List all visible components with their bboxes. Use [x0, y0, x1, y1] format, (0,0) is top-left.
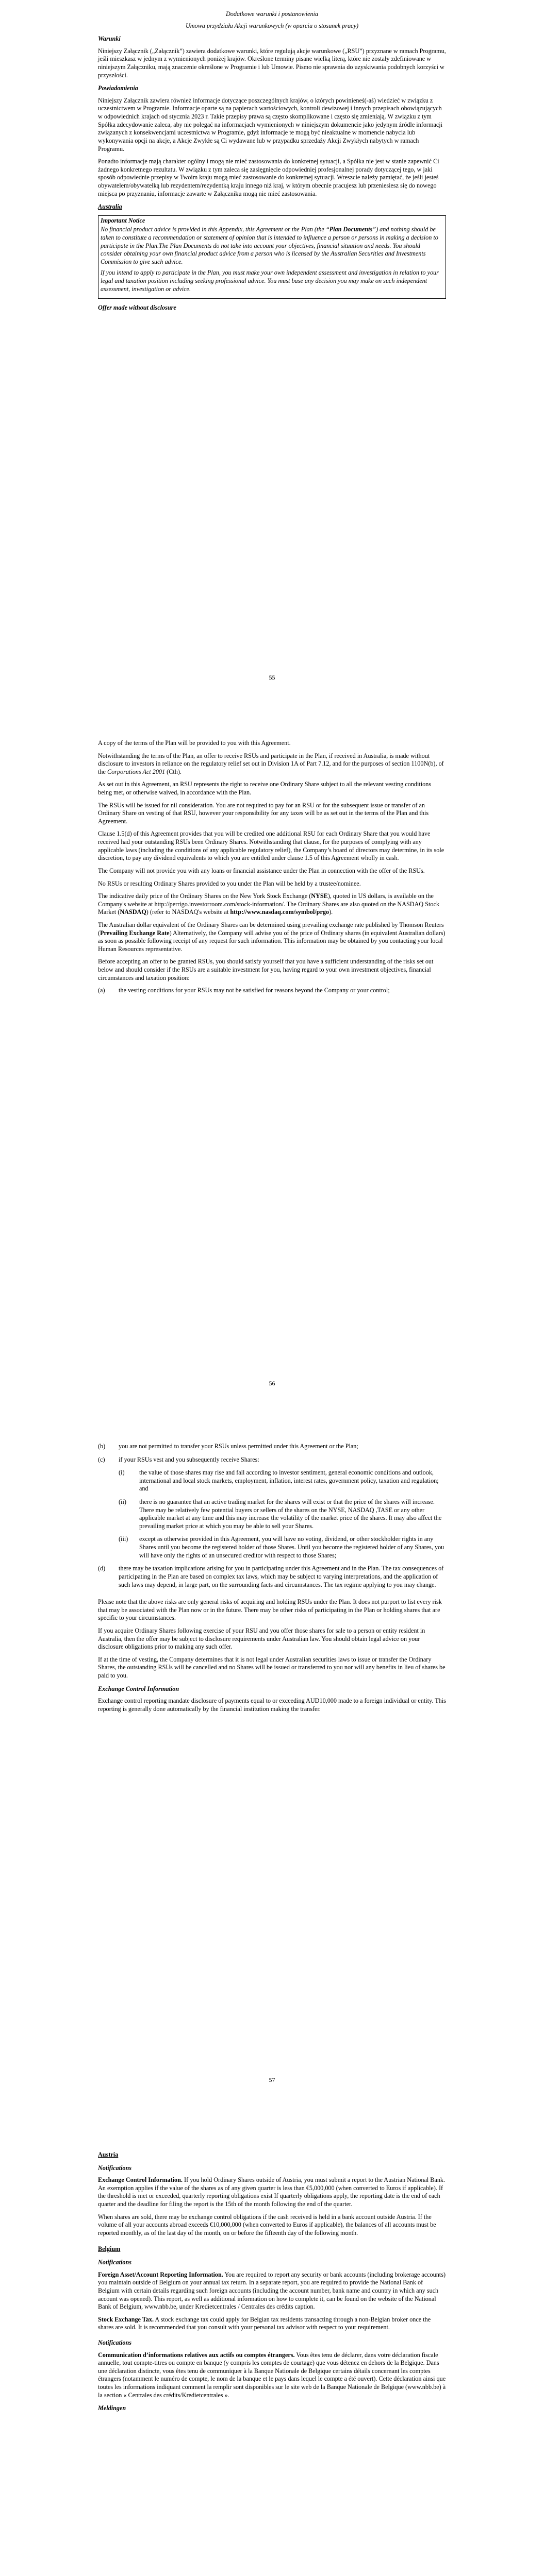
paragraph-exchange-rate: The Australian dollar equivalent of the Ordinary Shares can be determined using prevailing exchange rate published by Thomson Reuters (Prevailing Exchange Rate) Alternatively, the Company will advise you of the price of Ordinary shares (in equivalent Australian dollars) as soon as possible following receipt of any request for such information. This information may be obtained by you contacting your local Human Resources representative.	[98, 921, 446, 953]
paragraph-before-accepting: Before accepting an offer to be granted RSUs, you should satisfy yourself that you have a sufficient understanding of the risks set out below and should consider if the RSUs are a suitable investment for you, having regard to your own investment objectives, financial circumstances and taxation position:	[98, 958, 434, 981]
important-notice-title: Important Notice	[101, 216, 145, 224]
paragraph-offer-without-disclosure: Notwithstanding the terms of the Plan, an offer to receive RSUs and participate in the Plan, if received in Australia, is made without disclosure to investors in reliance on the regulatory relief set out in Division 1A of Part 7.12, and for the purposes of section 1100N(b), of the Corporations Act 2001 (Cth).	[98, 752, 444, 775]
exchange-control-paragraph: Exchange control reporting mandate disclosure of payments equal to or exceeding AUD10,000 made to a foreign individual or entity. This reporting is generally done automatically by the financial institution making the transfer.	[98, 1697, 446, 1713]
risk-item-a	[98, 987, 446, 995]
risk-subitem-i	[98, 1469, 446, 1493]
nasdaq-link[interactable]: http://www.nasdaq.com/symbol/prgo	[230, 908, 329, 916]
sublist-text: except as otherwise provided in this Agreement, you will have no voting, dividend, or other stockholder rights in any Shares until you become the registered holder of those Shares. Until you become the registered holder of any Shares, you will have only the rights of an unsecured creditor with respect to those Shares;	[139, 1535, 444, 1559]
austria-notifications-heading: Notifications	[98, 2164, 132, 2172]
page-number: 55	[269, 674, 275, 681]
exchange-control-heading: Exchange Control Information	[98, 1685, 179, 1692]
list-text: you are not permitted to transfer your RSUs unless permitted under this Agreement or the Plan;	[119, 1443, 358, 1450]
appendix-subtitle: Umowa przydziału Akcji warunkowych (w oparciu o stosunek pracy)	[185, 22, 359, 29]
paragraph-rsu-definition: As set out in this Agreement, an RSU represents the right to receive one Ordinary Share subject to all the relevant vesting conditions being met, or otherwise waived, in accordance with the Plan.	[98, 781, 432, 796]
list-label: (d)	[98, 1565, 106, 1572]
page-56	[0, 703, 544, 1406]
list-label: (a)	[98, 987, 105, 994]
page-number: 56	[269, 1380, 275, 1387]
page-58	[0, 2110, 544, 2576]
page-57	[0, 1406, 544, 2110]
risk-subitem-ii	[98, 1498, 446, 1530]
paragraph-cancellation: If at the time of vesting, the Company determines that it is not legal under Australian securities laws to issue or transfer the Ordinary Shares, the outstanding RSUs will be cancelled and no Shares will be issued or transferred to you nor will any benefits in lieu of shares be paid to you.	[98, 1655, 446, 1680]
sublist-label: (iii)	[119, 1535, 128, 1543]
austria-shares-sold: When shares are sold, there may be exchange control obligations if the cash received is held in a bank account outside Austria. If the volume of all your accounts abroad exceeds €10,000,000 (when converted to Euros if applicable), the balances of all accounts must be reported monthly, as of the last day of the month, on or before the fifteenth day of the following month.	[98, 2213, 436, 2236]
paragraph-general-risks: Please note that the above risks are only general risks of acquiring and holding RSUs under the Plan. It does not purport to list every risk that may be associated with the Plan now or in the future. There may be other risks of participating in the Plan or holding shares that are specific to your circumstances.	[98, 1598, 442, 1622]
sublist-label: (ii)	[119, 1498, 126, 1506]
risk-item-b	[98, 1443, 446, 1451]
list-text: there may be taxation implications arising for you in participating under this Agreement and in the Plan. The tax consequences of participating in the Plan are based on complex tax laws, which may be subject to varying interpretations, and the application of such laws may depend, in large part, on the surrounding facts and circumstances. The tax regime applying to you may change.	[119, 1565, 444, 1588]
austria-exchange-control: Exchange Control Information. If you hold Ordinary Shares outside of Austria, you must submit a report to the Austrian National Bank. An exemption applies if the value of the shares as of any given quarter is less than €5,000,000 (when converted to Euros if applicable). If the threshold is met or exceeded, quarterly reporting obligations exist If quarterly obligations apply, the reporting date is the end of each quarter and the deadline for filing the report is the 15th of the month following the end of the quarter.	[98, 2176, 446, 2208]
paragraph-dividend-equivalents: Clause 1.5(d) of this Agreement provides that you will be credited one additional RSU for each Ordinary Share that you would have received had your outstanding RSUs been Ordinary Shares. Notwithstanding that clause, for the purposes of complying with any applicable laws (including the conditions of any applicable regulatory relief), the Company’s board of directors may determine, in its sole discretion, to pay any dividend equivalents to which you are entitled under clause 1.5 of this Agreement wholly in cash.	[98, 830, 444, 862]
paragraph-no-trustee: No RSUs or resulting Ordinary Shares provided to you under the Plan will be held by a trustee/nominee.	[98, 879, 361, 887]
warunki-heading: Warunki	[98, 35, 121, 43]
paragraph-no-loans: The Company will not provide you with any loans or financial assistance under the Plan in connection with the offer of the RSUs.	[98, 867, 425, 874]
paragraph-indicative-price: The indicative daily price of the Ordinary Shares on the New York Stock Exchange (NYSE), quoted in US dollars, is available on the Company's website at http://perrigo.investorroom.com/stock-information/. The Ordinary Shares are also quoted on the NASDAQ Stock Market (NASDAQ) (refer to NASDAQ's website at http://www.nasdaq.com/symbol/prgo).	[98, 892, 440, 916]
belgium-heading: Belgium	[98, 2245, 121, 2253]
powiadomienia-heading: Powiadomienia	[98, 84, 138, 92]
paragraph-disclosure-requirements: If you acquire Ordinary Shares following exercise of your RSU and you offer those shares for sale to a person or entity resident in Australia, then the offer may be subject to disclosure requirements under Australian law. You should obtain legal advice on your disclosure obligations prior to making any such offer.	[98, 1626, 425, 1651]
sublist-text: the value of those shares may rise and fall according to investor sentiment, general economic conditions and outlook, international and local stock markets, employment, inflation, interest rates, government policy, taxation and regulation; and	[139, 1469, 439, 1493]
belgium-notifications-heading: Notifications	[98, 2259, 132, 2266]
belgium-communication-fr: Communication d’informations relatives aux actifs ou comptes étrangers. Vous êtes tenu de déclarer, dans votre déclaration fiscale annuelle, tout compte-titres ou compte en banque (y compris les comptes de courtage) que vous détenez en dehors de la Belgique. Dans une déclaration distincte, vous êtes tenu de communiquer à la Banque Nationale de Belgique certains détails concernant les comptes étrangers (notamment le numéro de compte, le nom de la banque et le pays dans lequel le compte a été ouvert). Cette déclaration ainsi que toutes les informations indiquant comment la remplir sont disponibles sur le site web de la Banque Nationale de Belgique (www.nbb.be) à la section « Centrales des crédits/Kredietcentrales ».	[98, 2351, 446, 2399]
belgium-notifications-fr-heading: Notifications	[98, 2338, 132, 2346]
risk-subitem-iii	[98, 1535, 446, 1560]
meldingen-heading: Meldingen	[98, 2404, 126, 2412]
list-text: if your RSUs vest and you subsequently receive Shares:	[119, 1455, 259, 1463]
australia-heading: Australia	[98, 203, 122, 211]
page-number: 57	[269, 2076, 275, 2083]
warunki-paragraph: Niniejszy Załącznik („Załącznik”) zawiera dodatkowe warunki, które regulują akcje warunkowe („RSU”) przyznane w ramach Programu, jeśli mieszkasz w jednym z wymienionych poniżej krajów. Określone terminy pisane wielką literą, które nie zostały zdefiniowane w niniejszym Załączniku, mają znaczenie określone w Programie i lub Umowie. Pismo nie sprawnia do uzyskiwania podobnych korzyści w przyszłości.	[98, 47, 446, 79]
list-text: the vesting conditions for your RSUs may not be satisfied for reasons beyond the Company or your control;	[119, 987, 390, 994]
appendix-title: Dodatkowe warunki i postanowienia	[225, 10, 319, 18]
list-label: (c)	[98, 1455, 105, 1463]
important-notice-box	[98, 215, 446, 299]
page-55	[0, 0, 544, 703]
sublist-text: there is no guarantee that an active trading market for the shares will exist or that the price of the shares will increase. There may be relatively few potential buyers or sellers of the shares on the NYSE, NASDAQ ,TASE or any other applicable market at any time and this may increase the volatility of the market price of the shares. It may also affect the prevailing market price at which you may be able to sell your Shares.	[139, 1498, 442, 1530]
belgium-stock-exchange-tax: Stock Exchange Tax. A stock exchange tax could apply for Belgian tax residents transacting through a non-Belgian broker once the shares are sold. It is recommended that you consult with your personal tax advisor with respect to your requirement.	[98, 2315, 431, 2331]
belgium-foreign-asset-reporting: Foreign Asset/Account Reporting Information. You are required to report any security or bank accounts (including brokerage accounts) you maintain outside of Belgium on your annual tax return. In a separate report, you are required to provide the National Bank of Belgium with certain details regarding such foreign accounts (including the account number, bank name and country in which any such account was opened). This report, as well as additional information on how to complete it, can be found on the website of the National Bank of Belgium, www.nbb.be, under Kredietcentrales / Centrales des crédits caption.	[98, 2270, 446, 2311]
important-notice-paragraph-2: If you intend to apply to participate in the Plan, you must make your own independent assessment and investigation in relation to your legal and taxation position including seeking professional advice. You must base any decision you may make on such independent assessment, investigation or advice.	[101, 269, 439, 293]
risk-item-d	[98, 1565, 446, 1589]
paragraph-copy-of-terms: A copy of the terms of the Plan will be provided to you with this Agreement.	[98, 739, 291, 747]
list-label: (b)	[98, 1443, 106, 1450]
important-notice-paragraph-1: No financial product advice is provided in this Appendix, this Agreement or the Plan (the “Plan Documents”) and nothing should be taken to constitute a recommendation or statement of opinion that is intended to influence a person or persons in making a decision to participate in the Plan.The Plan Documents do not take into account your objectives, financial situation and needs. You should consider obtaining your own financial product advice from a person who is licensed by the Australian Securities and Investments Commission to give such advice.	[101, 226, 438, 265]
offer-heading: Offer made without disclosure	[98, 304, 176, 312]
austria-heading: Austria	[98, 2151, 119, 2158]
powiadomienia-paragraph-2: Ponadto informacje mają charakter ogólny i mogą nie mieć zastosowania do konkretnej sytuacji, a Spółka nie jest w stanie zapewnić Ci żadnego konkretnego rezultatu. W związku z tym zaleca się zasięgnięcie odpowiedniej profesjonalnej porady dotyczącej tego, w jaki sposób odpowiednie przepisy w Twoim kraju mogą mieć zastosowanie do konkretnej sytuacji. Wreszcie należy pamiętać, że jeśli jesteś obywatelem/obywatelką lub rezydentem/rezydentką kraju innego niż kraj, w którym obecnie pracujesz lub przeniesiesz się do nowego miejsca po przyznaniu, informacje zawarte w Załączniku mogą nie mieć zastosowania.	[98, 158, 439, 197]
sublist-label: (i)	[119, 1469, 125, 1477]
paragraph-nil-consideration: The RSUs will be issued for nil consideration. You are not required to pay for an RSU or for the subsequent issue or transfer of an Ordinary Share on vesting of that RSU, however your responsibility for any taxes will be as set out in the terms of the Plan and this Agreement.	[98, 801, 429, 825]
risk-item-c	[98, 1456, 446, 1464]
powiadomienia-paragraph-1: Niniejszy Załącznik zawiera również informacje dotyczące poszczególnych krajów, o których powinieneś(-aś) wiedzieć w związku z uczestnictwem w Programie. Informacje oparte są na papierach wartościowych, kontroli dewizowej i innych przepisach obowiązujących w odpowiednich krajach od stycznia 2023 r. Takie przepisy prawa są często skomplikowane i często się zmieniają. W związku z tym Spółka zdecydowanie zaleca, aby nie polegać na informacjach wymienionych w niniejszym dokumencie jako jedynym źródle informacji związanych z konsekwencjami uczestnictwa w Programie, gdyż informacje te mogą być nieaktualne w momencie nabycia lub wykonywania opcji na akcje, a Akcje Zwykłe są Ci wydawane lub w przypadku sprzedaży Akcji Zwykłych nabytych w ramach Programu.	[98, 96, 443, 152]
